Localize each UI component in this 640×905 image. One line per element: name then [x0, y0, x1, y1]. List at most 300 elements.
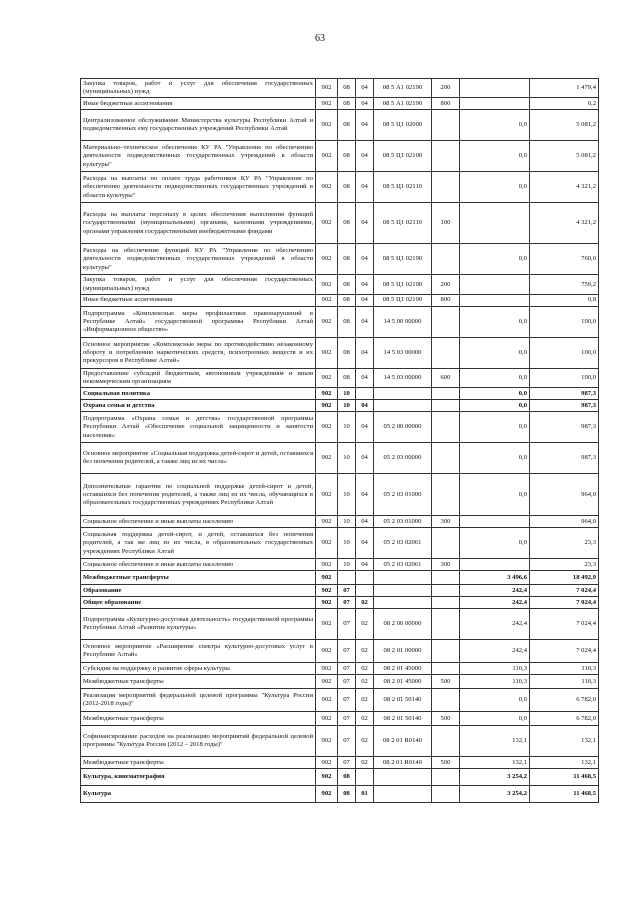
cell-name: Предоставление субсидий бюджетным, автономным учреждениям и иным некоммерческим организациям: [81, 368, 316, 387]
cell-amount-1: 0,0: [460, 528, 530, 559]
cell-section: [338, 571, 356, 585]
cell-section: 08: [338, 98, 356, 110]
cell-amount-1: 0,0: [460, 306, 530, 337]
cell-target-article: 05 2 03 02061: [374, 559, 432, 571]
cell-expense-type: 600: [432, 368, 460, 387]
cell-amount-2: 23,3: [530, 559, 599, 571]
cell-grbs: 902: [316, 786, 338, 803]
cell-subsection: 04: [356, 172, 374, 203]
cell-expense-type: [432, 388, 460, 400]
cell-name: Реализация мероприятий федеральной целевой программы "Культура России (2012-2018 годы)": [81, 689, 316, 712]
cell-section: 08: [338, 172, 356, 203]
cell-section: 10: [338, 474, 356, 516]
cell-expense-type: 500: [432, 712, 460, 726]
cell-subsection: 04: [356, 275, 374, 294]
cell-expense-type: [432, 786, 460, 803]
cell-name: Культура, кинематография: [81, 769, 316, 786]
cell-expense-type: 200: [432, 275, 460, 294]
cell-section: 07: [338, 663, 356, 675]
cell-amount-1: 242,4: [460, 640, 530, 663]
cell-name: Социальная политика: [81, 388, 316, 400]
cell-grbs: 902: [316, 640, 338, 663]
cell-amount-1: 110,3: [460, 663, 530, 675]
cell-amount-2: 6 782,0: [530, 689, 599, 712]
cell-amount-2: 5 081,2: [530, 141, 599, 172]
cell-subsection: 04: [356, 400, 374, 412]
cell-name: Централизованное обслуживание Министерства культуры Республики Алтай и подведомственных ему государственных учреждений Республики Алтай: [81, 110, 316, 141]
cell-name: Иные бюджетные ассигнования: [81, 294, 316, 306]
cell-subsection: 04: [356, 443, 374, 474]
cell-target-article: 08 5 Ц1 02110: [374, 172, 432, 203]
cell-grbs: 902: [316, 769, 338, 786]
cell-amount-2: 100,0: [530, 368, 599, 387]
cell-amount-2: 7 024,4: [530, 609, 599, 640]
cell-name: Расходы на выплаты персоналу в целях обеспечения выполнения функций государственными (муниципальными) органами, казенными учреждениями, органами управления государственными внебюджетными фондами: [81, 203, 316, 244]
cell-amount-1: 242,4: [460, 585, 530, 597]
cell-section: 07: [338, 757, 356, 769]
cell-section: 10: [338, 400, 356, 412]
cell-subsection: 02: [356, 689, 374, 712]
cell-expense-type: [432, 141, 460, 172]
page-number: 63: [315, 33, 325, 44]
cell-target-article: 14 5 03 00000: [374, 368, 432, 387]
cell-target-article: 08 5 Ц1 02000: [374, 110, 432, 141]
cell-target-article: 08 2 01 R0140: [374, 757, 432, 769]
cell-grbs: 902: [316, 412, 338, 443]
cell-expense-type: [432, 110, 460, 141]
cell-target-article: 08 2 01 45000: [374, 663, 432, 675]
cell-amount-1: 0,0: [460, 412, 530, 443]
cell-subsection: [356, 571, 374, 585]
cell-section: 07: [338, 585, 356, 597]
cell-section: 07: [338, 726, 356, 757]
cell-grbs: 902: [316, 244, 338, 275]
cell-expense-type: 300: [432, 559, 460, 571]
cell-expense-type: [432, 769, 460, 786]
cell-target-article: [374, 388, 432, 400]
cell-amount-1: 132,1: [460, 757, 530, 769]
cell-expense-type: 800: [432, 98, 460, 110]
cell-amount-1: 0,0: [460, 443, 530, 474]
cell-target-article: 08 5 Ц1 02190: [374, 294, 432, 306]
table-row: [81, 203, 599, 244]
cell-target-article: [374, 400, 432, 412]
cell-amount-2: 964,0: [530, 474, 599, 516]
table-row: [81, 474, 599, 516]
cell-expense-type: [432, 412, 460, 443]
cell-target-article: [374, 769, 432, 786]
table-row: [81, 337, 599, 368]
table-row: [81, 275, 599, 294]
cell-grbs: 902: [316, 585, 338, 597]
cell-section: 08: [338, 203, 356, 244]
cell-amount-2: 987,3: [530, 388, 599, 400]
table-row: [81, 757, 599, 769]
table-row: [81, 516, 599, 528]
cell-amount-1: 0,0: [460, 689, 530, 712]
cell-subsection: 04: [356, 368, 374, 387]
cell-target-article: 05 2 00 00000: [374, 412, 432, 443]
cell-section: 08: [338, 306, 356, 337]
cell-amount-1: 0,0: [460, 388, 530, 400]
cell-grbs: 902: [316, 597, 338, 609]
cell-subsection: 02: [356, 597, 374, 609]
cell-name: Дополнительные гарантии по социальной поддержке детей-сирот и детей, оставшихся без попечения родителей, а также лиц из их числа, обучающихся в образовательных государственных учреждениях Республики Алтай: [81, 474, 316, 516]
cell-amount-1: 110,3: [460, 675, 530, 689]
cell-name: Закупка товаров, работ и услуг для обеспечения государственных (муниципальных) нужд: [81, 275, 316, 294]
cell-subsection: 04: [356, 559, 374, 571]
table-row: [81, 141, 599, 172]
budget-table: [80, 78, 599, 803]
cell-name: Культура: [81, 786, 316, 803]
cell-amount-2: 0,8: [530, 294, 599, 306]
table-row: [81, 559, 599, 571]
cell-section: 08: [338, 769, 356, 786]
cell-grbs: 902: [316, 675, 338, 689]
table-row: [81, 712, 599, 726]
cell-amount-2: 23,3: [530, 528, 599, 559]
cell-expense-type: [432, 443, 460, 474]
cell-grbs: 902: [316, 172, 338, 203]
cell-name: Софинансирование расходов на реализацию мероприятий федеральной целевой программы "Культура России (2012 – 2018 годы)": [81, 726, 316, 757]
table-row: [81, 675, 599, 689]
cell-expense-type: 500: [432, 675, 460, 689]
cell-name: Охрана семьи и детства: [81, 400, 316, 412]
cell-amount-2: 110,3: [530, 663, 599, 675]
cell-grbs: 902: [316, 294, 338, 306]
cell-expense-type: [432, 640, 460, 663]
cell-amount-1: 0,0: [460, 141, 530, 172]
cell-name: Общее образование: [81, 597, 316, 609]
cell-grbs: 902: [316, 528, 338, 559]
cell-subsection: 04: [356, 110, 374, 141]
cell-amount-1: 3 254,2: [460, 786, 530, 803]
table-row: [81, 244, 599, 275]
cell-amount-2: 132,1: [530, 726, 599, 757]
cell-amount-1: [460, 98, 530, 110]
cell-name: Расходы на выплаты по оплате труда работников КУ РА "Управление по обеспечению деятельности подведомственных государственных учреждений в области культуры": [81, 172, 316, 203]
table-row: [81, 786, 599, 803]
table-row: [81, 597, 599, 609]
cell-section: 08: [338, 368, 356, 387]
cell-section: 08: [338, 79, 356, 98]
cell-amount-2: 11 468,5: [530, 769, 599, 786]
cell-grbs: 902: [316, 141, 338, 172]
cell-amount-2: 760,0: [530, 244, 599, 275]
cell-subsection: 02: [356, 640, 374, 663]
cell-expense-type: [432, 306, 460, 337]
cell-amount-1: 0,0: [460, 400, 530, 412]
cell-amount-2: 0,2: [530, 98, 599, 110]
cell-subsection: 02: [356, 609, 374, 640]
table-row: [81, 443, 599, 474]
table-row: [81, 528, 599, 559]
cell-subsection: 04: [356, 516, 374, 528]
cell-amount-2: 4 321,2: [530, 172, 599, 203]
table-row: [81, 769, 599, 786]
cell-amount-2: 7 024,4: [530, 640, 599, 663]
cell-amount-1: 242,4: [460, 609, 530, 640]
cell-name: Расходы на обеспечение функций КУ РА "Управление по обеспечению деятельности подведомственных государственных учреждений в области культуры": [81, 244, 316, 275]
cell-grbs: 902: [316, 275, 338, 294]
table-row: [81, 689, 599, 712]
cell-expense-type: [432, 244, 460, 275]
cell-amount-1: [460, 559, 530, 571]
cell-expense-type: 800: [432, 294, 460, 306]
cell-name: Основное мероприятие «Социальная поддержка детей-сирот и детей, оставшихся без попечения родителей, а также лиц из их числа»: [81, 443, 316, 474]
cell-amount-1: [460, 294, 530, 306]
cell-amount-1: 242,4: [460, 597, 530, 609]
cell-grbs: 902: [316, 689, 338, 712]
cell-grbs: 902: [316, 368, 338, 387]
cell-grbs: 902: [316, 306, 338, 337]
cell-amount-1: 0,0: [460, 337, 530, 368]
cell-target-article: 08 2 01 45000: [374, 675, 432, 689]
cell-amount-1: 0,0: [460, 110, 530, 141]
cell-section: 10: [338, 412, 356, 443]
cell-subsection: 04: [356, 337, 374, 368]
cell-expense-type: [432, 663, 460, 675]
cell-amount-1: 0,0: [460, 368, 530, 387]
cell-expense-type: [432, 609, 460, 640]
cell-section: 08: [338, 244, 356, 275]
cell-section: 08: [338, 294, 356, 306]
table-row: [81, 571, 599, 585]
cell-subsection: 04: [356, 203, 374, 244]
cell-amount-2: 987,3: [530, 412, 599, 443]
cell-target-article: 08 2 00 00000: [374, 609, 432, 640]
cell-amount-1: 0,0: [460, 474, 530, 516]
cell-subsection: 01: [356, 786, 374, 803]
table-row: [81, 609, 599, 640]
cell-section: 10: [338, 388, 356, 400]
cell-section: 10: [338, 559, 356, 571]
table-row: [81, 640, 599, 663]
cell-name: Подпрограмма «Охрана семьи и детства» государственной программы Республики Алтай «Обеспечение социальной защищенности и занятости населения»: [81, 412, 316, 443]
cell-expense-type: [432, 597, 460, 609]
cell-section: 07: [338, 609, 356, 640]
cell-subsection: 04: [356, 306, 374, 337]
cell-target-article: 08 2 01 00000: [374, 640, 432, 663]
cell-amount-1: [460, 79, 530, 98]
cell-subsection: 04: [356, 528, 374, 559]
cell-target-article: 08 5 А1 02190: [374, 98, 432, 110]
cell-amount-2: 987,3: [530, 443, 599, 474]
cell-target-article: 08 5 Ц1 02190: [374, 244, 432, 275]
cell-grbs: 902: [316, 663, 338, 675]
cell-expense-type: 500: [432, 757, 460, 769]
cell-subsection: 04: [356, 79, 374, 98]
cell-expense-type: 200: [432, 79, 460, 98]
table-row: [81, 388, 599, 400]
cell-amount-2: 1 479,4: [530, 79, 599, 98]
cell-section: 08: [338, 275, 356, 294]
table-row: [81, 294, 599, 306]
cell-section: 07: [338, 675, 356, 689]
cell-subsection: 02: [356, 663, 374, 675]
cell-amount-2: 110,3: [530, 675, 599, 689]
cell-amount-1: 0,0: [460, 172, 530, 203]
cell-subsection: 04: [356, 244, 374, 275]
cell-amount-1: 3 496,6: [460, 571, 530, 585]
cell-name: Подпрограмма «Культурно-досуговая деятельность» государственной программы Республики Алтай «Развитие культуры»: [81, 609, 316, 640]
cell-amount-1: 0,0: [460, 244, 530, 275]
table-row: [81, 79, 599, 98]
cell-grbs: 902: [316, 203, 338, 244]
cell-subsection: [356, 388, 374, 400]
cell-target-article: 08 2 01 50140: [374, 712, 432, 726]
cell-target-article: 08 5 А1 02190: [374, 79, 432, 98]
table-row: [81, 172, 599, 203]
cell-expense-type: [432, 528, 460, 559]
cell-target-article: 08 2 01 50140: [374, 689, 432, 712]
cell-expense-type: [432, 585, 460, 597]
table-row: [81, 663, 599, 675]
cell-name: Иные бюджетные ассигнования: [81, 98, 316, 110]
cell-section: 07: [338, 597, 356, 609]
table-row: [81, 368, 599, 387]
cell-subsection: [356, 769, 374, 786]
cell-name: Основное мероприятие «Расширение спектра культурно-досуговых услуг в Республике Алтай»: [81, 640, 316, 663]
cell-subsection: 02: [356, 726, 374, 757]
cell-subsection: 04: [356, 98, 374, 110]
cell-amount-2: 6 782,0: [530, 712, 599, 726]
cell-amount-1: [460, 203, 530, 244]
cell-expense-type: [432, 571, 460, 585]
cell-expense-type: [432, 726, 460, 757]
cell-name: Образование: [81, 585, 316, 597]
cell-grbs: 902: [316, 516, 338, 528]
cell-name: Межбюджетные трансферты: [81, 675, 316, 689]
cell-expense-type: [432, 337, 460, 368]
cell-section: 07: [338, 640, 356, 663]
cell-amount-2: 7 024,4: [530, 585, 599, 597]
cell-target-article: [374, 585, 432, 597]
table-body: [81, 79, 599, 803]
cell-amount-2: 100,0: [530, 337, 599, 368]
cell-target-article: 08 5 Ц1 02190: [374, 275, 432, 294]
cell-subsection: 02: [356, 757, 374, 769]
cell-name: Основное мероприятие «Комплексные меры по противодействию незаконному обороту и потреблению наркотических средств, психотропных веществ и их прекурсоров в Республике Алтай»: [81, 337, 316, 368]
cell-amount-1: 3 254,2: [460, 769, 530, 786]
cell-amount-2: 7 024,4: [530, 597, 599, 609]
cell-name: Субсидии на поддержку и развитие сферы культуры: [81, 663, 316, 675]
cell-section: 08: [338, 141, 356, 172]
cell-amount-2: 11 468,5: [530, 786, 599, 803]
cell-amount-2: 18 492,9: [530, 571, 599, 585]
cell-section: 08: [338, 110, 356, 141]
table-row: [81, 726, 599, 757]
cell-amount-1: 132,1: [460, 726, 530, 757]
cell-subsection: 02: [356, 675, 374, 689]
cell-subsection: 02: [356, 712, 374, 726]
cell-target-article: 14 5 00 00000: [374, 306, 432, 337]
cell-amount-1: [460, 275, 530, 294]
cell-grbs: 902: [316, 757, 338, 769]
cell-amount-1: 0,0: [460, 712, 530, 726]
cell-grbs: 902: [316, 98, 338, 110]
cell-grbs: 902: [316, 337, 338, 368]
cell-expense-type: [432, 172, 460, 203]
cell-section: 10: [338, 516, 356, 528]
cell-target-article: 08 5 Ц1 02110: [374, 203, 432, 244]
cell-name: Межбюджетные трансферты: [81, 571, 316, 585]
cell-subsection: 04: [356, 474, 374, 516]
cell-amount-2: 132,1: [530, 757, 599, 769]
cell-subsection: 04: [356, 294, 374, 306]
cell-grbs: 902: [316, 388, 338, 400]
cell-name: Социальное обеспечение и иные выплаты населению: [81, 559, 316, 571]
cell-amount-2: 100,0: [530, 306, 599, 337]
cell-section: 08: [338, 337, 356, 368]
cell-grbs: 902: [316, 79, 338, 98]
cell-amount-2: 5 081,2: [530, 110, 599, 141]
table-row: [81, 412, 599, 443]
cell-amount-2: 964,0: [530, 516, 599, 528]
table-row: [81, 306, 599, 337]
cell-name: Межбюджетные трансферты: [81, 757, 316, 769]
cell-section: 10: [338, 443, 356, 474]
cell-target-article: 08 5 Ц1 02100: [374, 141, 432, 172]
cell-subsection: 04: [356, 141, 374, 172]
cell-grbs: 902: [316, 559, 338, 571]
table-row: [81, 585, 599, 597]
cell-expense-type: [432, 400, 460, 412]
cell-name: Социальное обеспечение и иные выплаты населению: [81, 516, 316, 528]
cell-subsection: 04: [356, 412, 374, 443]
cell-grbs: 902: [316, 474, 338, 516]
cell-grbs: 902: [316, 110, 338, 141]
table-row: [81, 98, 599, 110]
cell-target-article: [374, 571, 432, 585]
cell-section: 10: [338, 528, 356, 559]
cell-grbs: 902: [316, 609, 338, 640]
cell-target-article: [374, 597, 432, 609]
cell-name: Материально–техническое обеспечение КУ РА "Управление по обеспечению деятельности подведомственных государственных учреждений в области культуры": [81, 141, 316, 172]
cell-name: Подпрограмма «Комплексные меры профилактики правонарушений в Республике Алтай» государственной программы Республики Алтай «Информационное общество»: [81, 306, 316, 337]
cell-name: Межбюджетные трансферты: [81, 712, 316, 726]
cell-expense-type: 300: [432, 516, 460, 528]
cell-section: 07: [338, 689, 356, 712]
cell-grbs: 902: [316, 712, 338, 726]
cell-grbs: 902: [316, 571, 338, 585]
cell-expense-type: [432, 689, 460, 712]
cell-expense-type: [432, 474, 460, 516]
table-row: [81, 400, 599, 412]
cell-subsection: [356, 585, 374, 597]
cell-target-article: 14 5 03 00000: [374, 337, 432, 368]
cell-name: Закупка товаров, работ и услуг для обеспечения государственных (муниципальных) нужд: [81, 79, 316, 98]
cell-target-article: [374, 786, 432, 803]
cell-target-article: 05 2 03 01000: [374, 474, 432, 516]
cell-name: Социальная поддержка детей-сирот, и детей, оставшихся без попечения родителей, а так же лиц из их числа, в образовательных государственных учреждениях Республики Алтай: [81, 528, 316, 559]
table-row: [81, 110, 599, 141]
cell-amount-2: 4 321,2: [530, 203, 599, 244]
cell-expense-type: 100: [432, 203, 460, 244]
cell-grbs: 902: [316, 443, 338, 474]
cell-target-article: 05 2 03 01000: [374, 516, 432, 528]
cell-amount-2: 759,2: [530, 275, 599, 294]
cell-grbs: 902: [316, 726, 338, 757]
cell-grbs: 902: [316, 400, 338, 412]
cell-amount-1: [460, 516, 530, 528]
cell-target-article: 05 2 03 02061: [374, 528, 432, 559]
cell-amount-2: 987,3: [530, 400, 599, 412]
cell-target-article: 05 2 03 00000: [374, 443, 432, 474]
cell-section: 07: [338, 712, 356, 726]
cell-target-article: 08 2 01 R0140: [374, 726, 432, 757]
cell-section: 08: [338, 786, 356, 803]
